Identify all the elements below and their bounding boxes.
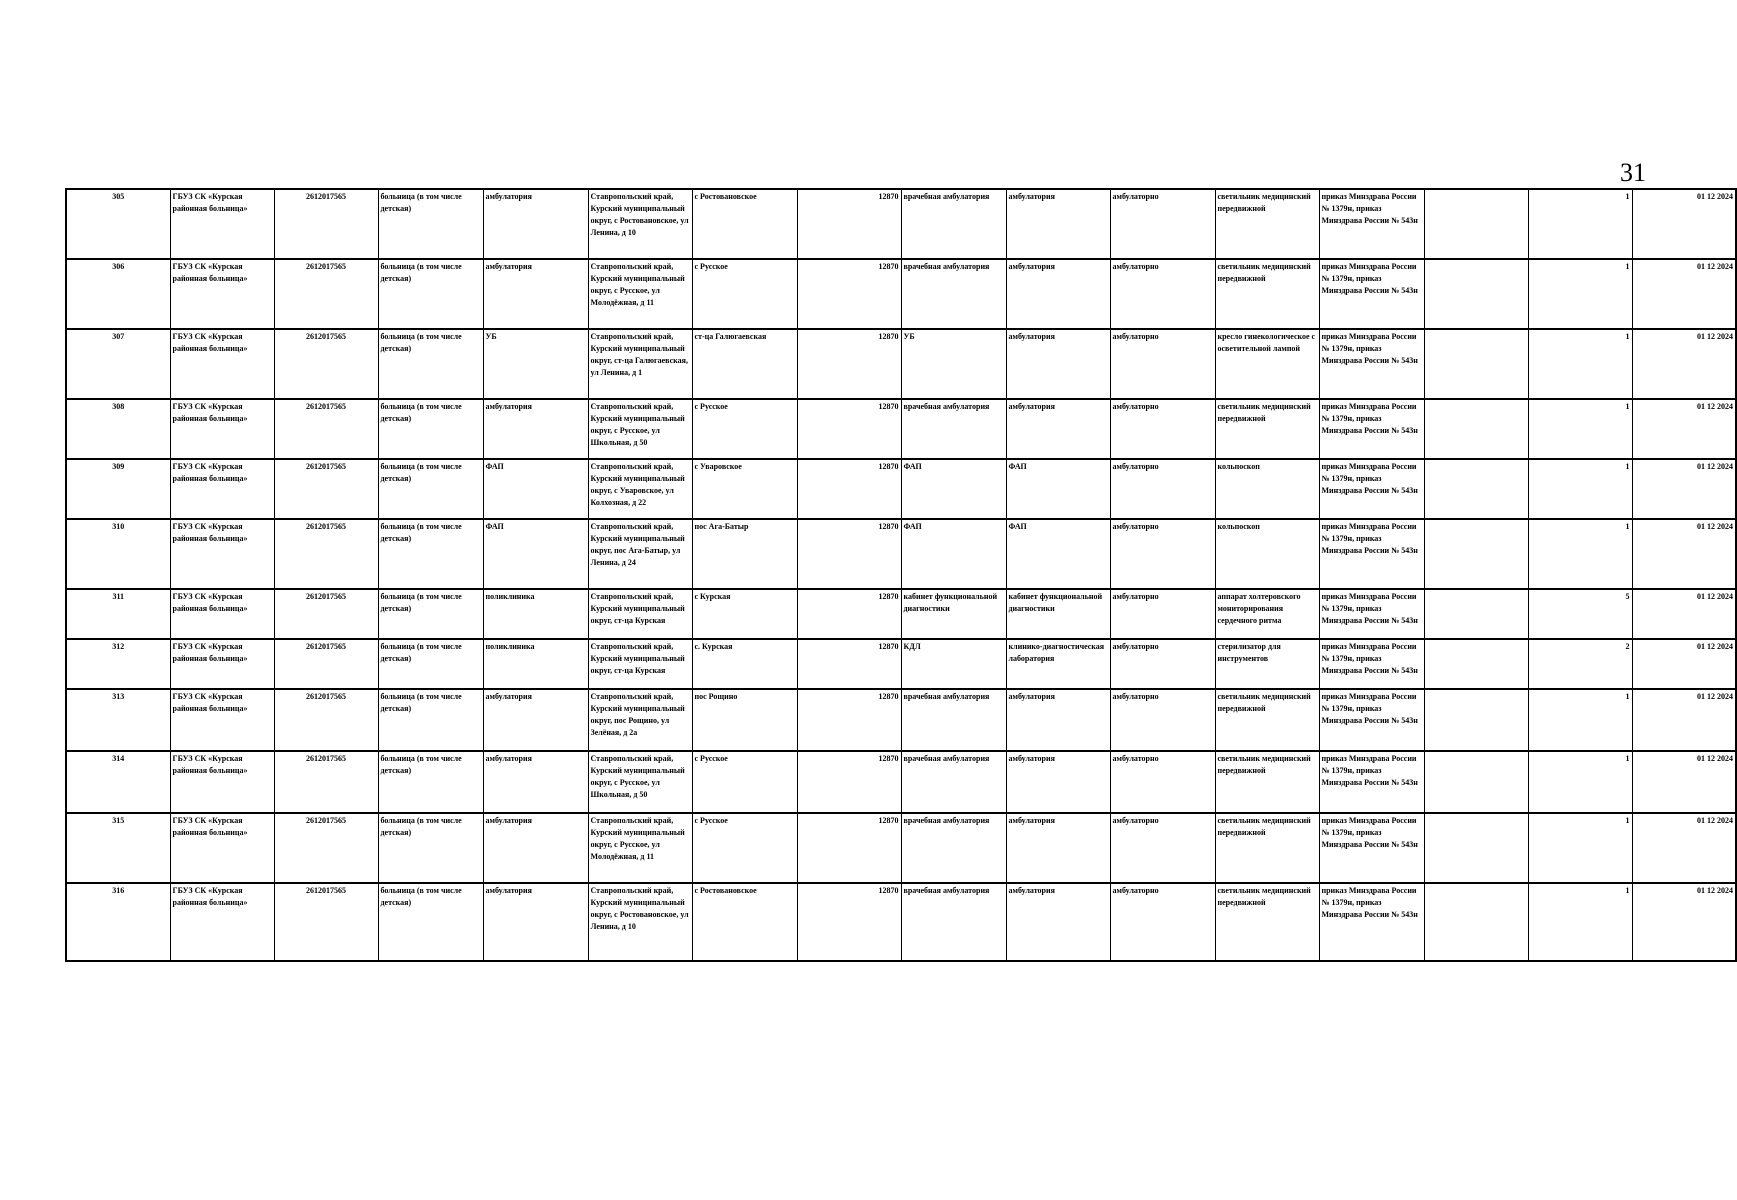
- cell-care-type: амбулаторно: [1110, 751, 1215, 813]
- cell-inn: 2612017565: [274, 329, 378, 399]
- cell-organization: ГБУЗ СК «Курская районная больница»: [170, 689, 274, 751]
- cell-address: Ставропольский край, Курский муниципальный округ, с Уваровское, ул Колхозная, д 22: [588, 459, 692, 519]
- cell-equipment: светильник медицинский передвижной: [1215, 399, 1319, 459]
- cell-equipment: кресло гинекологическое с осветительной лампой: [1215, 329, 1319, 399]
- cell-blank: [1424, 883, 1528, 961]
- cell-inn: 2612017565: [274, 751, 378, 813]
- cell-order: приказ Минздрава России № 1379н, приказ Минздрава России № 543н: [1319, 459, 1424, 519]
- cell-date: 01 12 2024: [1632, 519, 1736, 589]
- cell-subdivision: амбулатория: [483, 883, 588, 961]
- cell-quantity: 1: [1528, 883, 1632, 961]
- cell-code: 12870: [797, 751, 901, 813]
- cell-address: Ставропольский край, Курский муниципальный округ, ст-ца Курская: [588, 589, 692, 639]
- cell-unit: врачебная амбулатория: [901, 189, 1006, 259]
- cell-facility-type: больница (в том числе детская): [378, 329, 483, 399]
- cell-quantity: 1: [1528, 813, 1632, 883]
- cell-code: 12870: [797, 689, 901, 751]
- cell-care-type: амбулаторно: [1110, 689, 1215, 751]
- table-row: [66, 189, 1736, 259]
- cell-unit: врачебная амбулатория: [901, 689, 1006, 751]
- cell-subdivision: поликлиника: [483, 639, 588, 689]
- table-row: [66, 813, 1736, 883]
- cell-date: 01 12 2024: [1632, 399, 1736, 459]
- cell-department: ФАП: [1006, 459, 1110, 519]
- cell-inn: 2612017565: [274, 519, 378, 589]
- cell-inn: 2612017565: [274, 883, 378, 961]
- cell-quantity: 1: [1528, 259, 1632, 329]
- cell-inn: 2612017565: [274, 639, 378, 689]
- cell-subdivision: УБ: [483, 329, 588, 399]
- cell-unit: врачебная амбулатория: [901, 259, 1006, 329]
- cell-unit: врачебная амбулатория: [901, 883, 1006, 961]
- table-row: [66, 459, 1736, 519]
- cell-locality: ст-ца Галюгаевская: [692, 329, 797, 399]
- cell-order: приказ Минздрава России № 1379н, приказ Минздрава России № 543н: [1319, 329, 1424, 399]
- cell-care-type: амбулаторно: [1110, 883, 1215, 961]
- cell-number: 307: [66, 329, 170, 399]
- cell-blank: [1424, 639, 1528, 689]
- cell-quantity: 5: [1528, 589, 1632, 639]
- cell-unit: кабинет функциональной диагностики: [901, 589, 1006, 639]
- cell-subdivision: ФАП: [483, 459, 588, 519]
- cell-equipment: светильник медицинский передвижной: [1215, 813, 1319, 883]
- cell-inn: 2612017565: [274, 259, 378, 329]
- cell-blank: [1424, 399, 1528, 459]
- cell-date: 01 12 2024: [1632, 883, 1736, 961]
- cell-facility-type: больница (в том числе детская): [378, 689, 483, 751]
- cell-inn: 2612017565: [274, 589, 378, 639]
- cell-facility-type: больница (в том числе детская): [378, 259, 483, 329]
- cell-quantity: 1: [1528, 329, 1632, 399]
- cell-code: 12870: [797, 459, 901, 519]
- cell-quantity: 1: [1528, 459, 1632, 519]
- table-row: [66, 399, 1736, 459]
- cell-order: приказ Минздрава России № 1379н, приказ Минздрава России № 543н: [1319, 689, 1424, 751]
- cell-equipment: кольпоскоп: [1215, 459, 1319, 519]
- cell-code: 12870: [797, 813, 901, 883]
- cell-order: приказ Минздрава России № 1379н, приказ Минздрава России № 543н: [1319, 399, 1424, 459]
- cell-department: ФАП: [1006, 519, 1110, 589]
- cell-organization: ГБУЗ СК «Курская районная больница»: [170, 813, 274, 883]
- cell-unit: врачебная амбулатория: [901, 751, 1006, 813]
- cell-unit: ФАП: [901, 459, 1006, 519]
- cell-blank: [1424, 189, 1528, 259]
- cell-subdivision: амбулатория: [483, 189, 588, 259]
- cell-order: приказ Минздрава России № 1379н, приказ Минздрава России № 543н: [1319, 259, 1424, 329]
- cell-quantity: 1: [1528, 519, 1632, 589]
- cell-organization: ГБУЗ СК «Курская районная больница»: [170, 459, 274, 519]
- cell-equipment: аппарат холтеровского мониторирования сердечного ритма: [1215, 589, 1319, 639]
- cell-address: Ставропольский край, Курский муниципальный округ, с Русское, ул Школьная, д 50: [588, 399, 692, 459]
- cell-subdivision: амбулатория: [483, 813, 588, 883]
- cell-equipment: кольпоскоп: [1215, 519, 1319, 589]
- cell-number: 311: [66, 589, 170, 639]
- cell-care-type: амбулаторно: [1110, 329, 1215, 399]
- cell-subdivision: поликлиника: [483, 589, 588, 639]
- cell-organization: ГБУЗ СК «Курская районная больница»: [170, 189, 274, 259]
- cell-organization: ГБУЗ СК «Курская районная больница»: [170, 259, 274, 329]
- cell-locality: с Русское: [692, 813, 797, 883]
- cell-locality: с Ростовановское: [692, 189, 797, 259]
- cell-number: 312: [66, 639, 170, 689]
- cell-organization: ГБУЗ СК «Курская районная больница»: [170, 751, 274, 813]
- cell-facility-type: больница (в том числе детская): [378, 589, 483, 639]
- cell-unit: врачебная амбулатория: [901, 813, 1006, 883]
- table-row: [66, 259, 1736, 329]
- cell-locality: с Русское: [692, 751, 797, 813]
- cell-address: Ставропольский край, Курский муниципальный округ, с Ростовановское, ул Ленина, д 10: [588, 189, 692, 259]
- table-row: [66, 519, 1736, 589]
- cell-number: 315: [66, 813, 170, 883]
- cell-equipment: светильник медицинский передвижной: [1215, 189, 1319, 259]
- cell-blank: [1424, 259, 1528, 329]
- cell-quantity: 1: [1528, 399, 1632, 459]
- cell-locality: пос Рощино: [692, 689, 797, 751]
- cell-care-type: амбулаторно: [1110, 639, 1215, 689]
- cell-inn: 2612017565: [274, 399, 378, 459]
- cell-equipment: светильник медицинский передвижной: [1215, 883, 1319, 961]
- cell-blank: [1424, 751, 1528, 813]
- cell-number: 309: [66, 459, 170, 519]
- cell-care-type: амбулаторно: [1110, 399, 1215, 459]
- cell-department: амбулатория: [1006, 399, 1110, 459]
- cell-equipment: стерилизатор для инструментов: [1215, 639, 1319, 689]
- cell-code: 12870: [797, 189, 901, 259]
- cell-organization: ГБУЗ СК «Курская районная больница»: [170, 399, 274, 459]
- table-row: [66, 639, 1736, 689]
- cell-quantity: 1: [1528, 189, 1632, 259]
- cell-address: Ставропольский край, Курский муниципальный округ, пос Рощино, ул Зелёная, д 2а: [588, 689, 692, 751]
- table-body: [66, 189, 1736, 961]
- cell-inn: 2612017565: [274, 189, 378, 259]
- cell-department: амбулатория: [1006, 329, 1110, 399]
- cell-department: клинико-диагностическая лаборатория: [1006, 639, 1110, 689]
- cell-department: амбулатория: [1006, 813, 1110, 883]
- cell-date: 01 12 2024: [1632, 689, 1736, 751]
- cell-subdivision: ФАП: [483, 519, 588, 589]
- cell-department: амбулатория: [1006, 189, 1110, 259]
- cell-blank: [1424, 459, 1528, 519]
- cell-blank: [1424, 519, 1528, 589]
- cell-organization: ГБУЗ СК «Курская районная больница»: [170, 639, 274, 689]
- cell-care-type: амбулаторно: [1110, 259, 1215, 329]
- cell-number: 306: [66, 259, 170, 329]
- cell-facility-type: больница (в том числе детская): [378, 751, 483, 813]
- cell-equipment: светильник медицинский передвижной: [1215, 259, 1319, 329]
- cell-quantity: 2: [1528, 639, 1632, 689]
- cell-care-type: амбулаторно: [1110, 813, 1215, 883]
- cell-blank: [1424, 329, 1528, 399]
- cell-subdivision: амбулатория: [483, 259, 588, 329]
- cell-number: 313: [66, 689, 170, 751]
- cell-order: приказ Минздрава России № 1379н, приказ Минздрава России № 543н: [1319, 813, 1424, 883]
- cell-organization: ГБУЗ СК «Курская районная больница»: [170, 589, 274, 639]
- cell-order: приказ Минздрава России № 1379н, приказ Минздрава России № 543н: [1319, 639, 1424, 689]
- cell-unit: ФАП: [901, 519, 1006, 589]
- cell-locality: пос Ага-Батыр: [692, 519, 797, 589]
- cell-address: Ставропольский край, Курский муниципальный округ, с Русское, ул Молодёжная, д 11: [588, 259, 692, 329]
- table-row: [66, 883, 1736, 961]
- cell-quantity: 1: [1528, 751, 1632, 813]
- table-row: [66, 689, 1736, 751]
- table-row: [66, 329, 1736, 399]
- cell-department: кабинет функциональной диагностики: [1006, 589, 1110, 639]
- cell-care-type: амбулаторно: [1110, 589, 1215, 639]
- cell-address: Ставропольский край, Курский муниципальный округ, с Русское, ул Молодёжная, д 11: [588, 813, 692, 883]
- cell-organization: ГБУЗ СК «Курская районная больница»: [170, 329, 274, 399]
- cell-unit: врачебная амбулатория: [901, 399, 1006, 459]
- cell-address: Ставропольский край, Курский муниципальный округ, пос Ага-Батыр, ул Ленина, д 24: [588, 519, 692, 589]
- cell-order: приказ Минздрава России № 1379н, приказ Минздрава России № 543н: [1319, 589, 1424, 639]
- cell-inn: 2612017565: [274, 459, 378, 519]
- cell-blank: [1424, 589, 1528, 639]
- cell-blank: [1424, 689, 1528, 751]
- cell-facility-type: больница (в том числе детская): [378, 639, 483, 689]
- cell-facility-type: больница (в том числе детская): [378, 399, 483, 459]
- cell-address: Ставропольский край, Курский муниципальный округ, с Русское, ул Школьная, д 50: [588, 751, 692, 813]
- cell-date: 01 12 2024: [1632, 639, 1736, 689]
- cell-order: приказ Минздрава России № 1379н, приказ Минздрава России № 543н: [1319, 751, 1424, 813]
- cell-department: амбулатория: [1006, 259, 1110, 329]
- cell-unit: УБ: [901, 329, 1006, 399]
- cell-equipment: светильник медицинский передвижной: [1215, 751, 1319, 813]
- cell-date: 01 12 2024: [1632, 459, 1736, 519]
- cell-subdivision: амбулатория: [483, 689, 588, 751]
- cell-number: 316: [66, 883, 170, 961]
- cell-locality: с Курская: [692, 589, 797, 639]
- cell-facility-type: больница (в том числе детская): [378, 519, 483, 589]
- cell-department: амбулатория: [1006, 689, 1110, 751]
- page-number: 31: [1620, 158, 1646, 187]
- cell-inn: 2612017565: [274, 813, 378, 883]
- cell-number: 308: [66, 399, 170, 459]
- cell-code: 12870: [797, 639, 901, 689]
- cell-order: приказ Минздрава России № 1379н, приказ Минздрава России № 543н: [1319, 883, 1424, 961]
- cell-department: амбулатория: [1006, 751, 1110, 813]
- equipment-registry-table: [65, 188, 1737, 962]
- table-row: [66, 589, 1736, 639]
- cell-inn: 2612017565: [274, 689, 378, 751]
- cell-blank: [1424, 813, 1528, 883]
- cell-date: 01 12 2024: [1632, 259, 1736, 329]
- cell-order: приказ Минздрава России № 1379н, приказ Минздрава России № 543н: [1319, 519, 1424, 589]
- cell-code: 12870: [797, 519, 901, 589]
- cell-care-type: амбулаторно: [1110, 459, 1215, 519]
- cell-subdivision: амбулатория: [483, 751, 588, 813]
- cell-locality: с. Курская: [692, 639, 797, 689]
- cell-subdivision: амбулатория: [483, 399, 588, 459]
- cell-facility-type: больница (в том числе детская): [378, 813, 483, 883]
- cell-department: амбулатория: [1006, 883, 1110, 961]
- cell-facility-type: больница (в том числе детская): [378, 189, 483, 259]
- cell-code: 12870: [797, 399, 901, 459]
- cell-code: 12870: [797, 259, 901, 329]
- cell-equipment: светильник медицинский передвижной: [1215, 689, 1319, 751]
- cell-unit: КДЛ: [901, 639, 1006, 689]
- cell-code: 12870: [797, 589, 901, 639]
- cell-locality: с Ростовановское: [692, 883, 797, 961]
- cell-date: 01 12 2024: [1632, 329, 1736, 399]
- cell-locality: с Русское: [692, 399, 797, 459]
- cell-code: 12870: [797, 329, 901, 399]
- cell-date: 01 12 2024: [1632, 589, 1736, 639]
- cell-number: 314: [66, 751, 170, 813]
- cell-organization: ГБУЗ СК «Курская районная больница»: [170, 883, 274, 961]
- cell-code: 12870: [797, 883, 901, 961]
- cell-date: 01 12 2024: [1632, 189, 1736, 259]
- cell-address: Ставропольский край, Курский муниципальный округ, ст-ца Галюгаевская, ул Ленина, д 1: [588, 329, 692, 399]
- cell-locality: с Русское: [692, 259, 797, 329]
- cell-locality: с Уваровское: [692, 459, 797, 519]
- cell-quantity: 1: [1528, 689, 1632, 751]
- cell-address: Ставропольский край, Курский муниципальный округ, ст-ца Курская: [588, 639, 692, 689]
- cell-order: приказ Минздрава России № 1379н, приказ Минздрава России № 543н: [1319, 189, 1424, 259]
- cell-facility-type: больница (в том числе детская): [378, 883, 483, 961]
- cell-number: 310: [66, 519, 170, 589]
- cell-facility-type: больница (в том числе детская): [378, 459, 483, 519]
- cell-number: 305: [66, 189, 170, 259]
- cell-care-type: амбулаторно: [1110, 519, 1215, 589]
- cell-organization: ГБУЗ СК «Курская районная больница»: [170, 519, 274, 589]
- cell-date: 01 12 2024: [1632, 751, 1736, 813]
- table-row: [66, 751, 1736, 813]
- cell-care-type: амбулаторно: [1110, 189, 1215, 259]
- cell-address: Ставропольский край, Курский муниципальный округ, с Ростовановское, ул Ленина, д 10: [588, 883, 692, 961]
- cell-date: 01 12 2024: [1632, 813, 1736, 883]
